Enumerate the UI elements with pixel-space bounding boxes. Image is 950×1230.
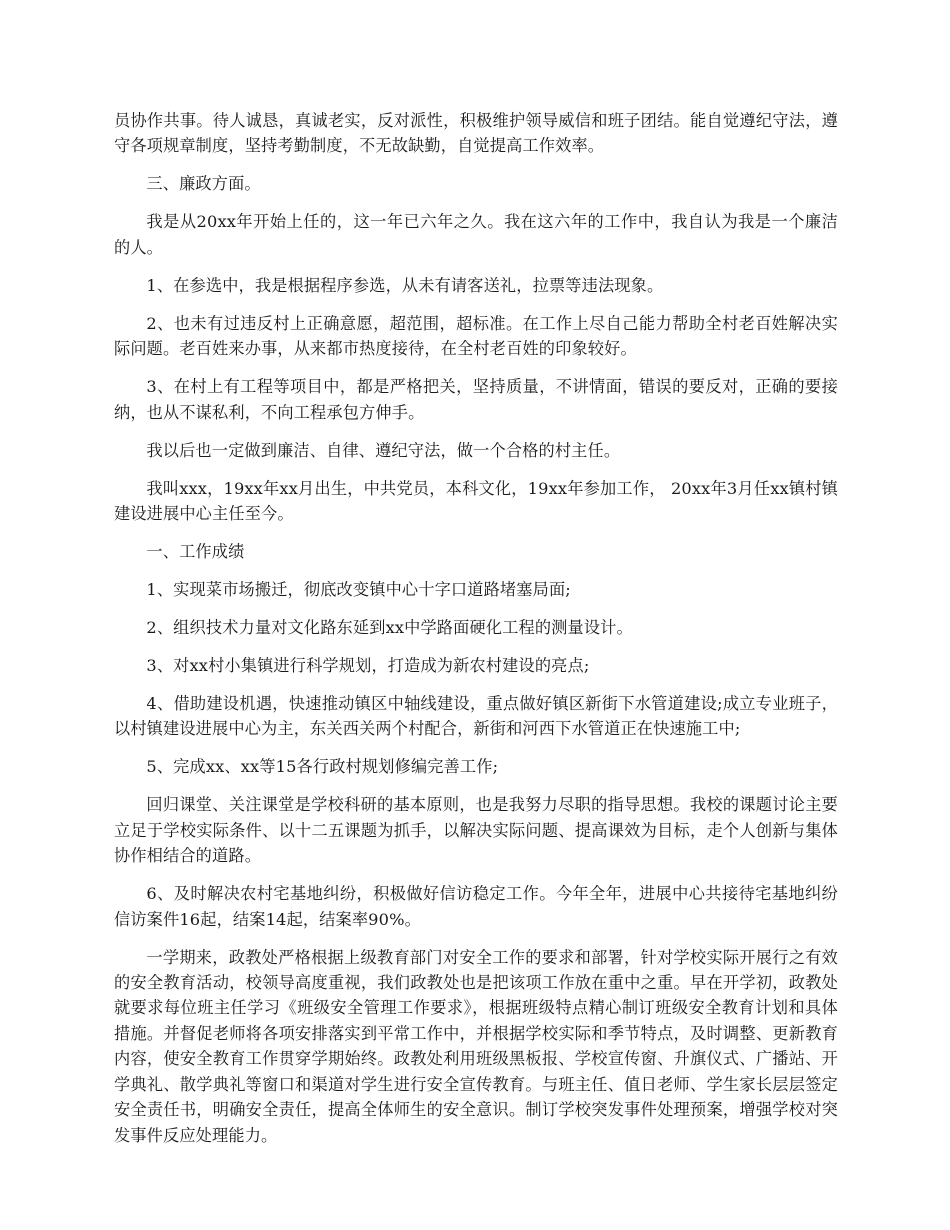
paragraph: 一学期来，政教处严格根据上级教育部门对安全工作的要求和部署，针对学校实际开展行之有效的安全教育活动，校领导高度重视，我们政教处也是把该项工作放在重中之重。早在开学初，政教处就要求每位班主任学习《班级安全管理工作要求》，根据班级特点精心制订班级安全教育计划和具体措施。并督促老师将各项安排落实到平常工作中，并根据学校实际和季节特点，及时调整、更新教育内容，使安全教育工作贯穿学期始终。政教处利用班级黑板报、学校宣传窗、升旗仪式、广播站、开学典礼、散学典礼等窗口和渠道对学生进行安全宣传教育。与班主任、值日老师、学生家长层层签定安全责任书，明确安全责任，提高全体师生的安全意识。制订学校突发事件处理预案，增强学校对突发事件反应处理能力。: [114, 947, 838, 1145]
paragraph: 我叫xxx，19xx年xx月出生，中共党员，本科文化，19xx年参加工作， 20xx年3月任xx镇村镇建设进展中心主任至今。: [114, 478, 838, 524]
list-item: 2、也未有过违反村上正确意愿，超范围，超标准。在工作上尽自己能力帮助全村老百姓解决实际问题。老百姓来办事，从来都市热度接待，在全村老百姓的印象较好。: [114, 313, 838, 359]
list-item: 3、对xx村小集镇进行科学规划，打造成为新农村建设的亮点;: [146, 656, 590, 676]
paragraph-continuation: 员协作共事。待人诚恳，真诚老实，反对派性，积极维护领导威信和班子团结。能自觉遵纪守法，遵守各项规章制度，坚持考勤制度，不无故缺勤，自觉提高工作效率。: [114, 111, 838, 156]
document-body: [114, 108, 838, 1161]
list-item: 4、借助建设机遇，快速推动镇区中轴线建设，重点做好镇区新街下水管道建设;成立专业班子，以村镇建设进展中心为主，东关西关两个村配合，新街和河西下水管道正在快速施工中;: [114, 694, 838, 739]
section-heading-integrity: 三、廉政方面。: [146, 174, 261, 194]
paragraph: 我以后也一定做到廉洁、自律、遵纪守法，做一个合格的村主任。: [146, 440, 621, 460]
list-item: 2、组织技术力量对文化路东延到xx中学路面硬化工程的测量设计。: [146, 618, 633, 638]
list-item: 3、在村上有工程等项目中，都是严格把关，坚持质量，不讲情面，错误的要反对，正确的要接纳，也从不谋私利，不向工程承包方伸手。: [114, 377, 838, 422]
section-heading-achievements: 一、工作成绩: [146, 542, 245, 562]
paragraph: 回归课堂、关注课堂是学校科研的基本原则，也是我努力尽职的指导思想。我校的课题讨论主要立足于学校实际条件、以十二五课题为抓手，以解决实际问题、提高课效为目标，走个人创新与集体协作相结合的道路。: [114, 795, 838, 866]
list-item: 1、在参选中，我是根据程序参选，从未有请客送礼，拉票等违法现象。: [146, 275, 664, 295]
list-item: 6、及时解决农村宅基地纠纷，积极做好信访稳定工作。今年全年，进展中心共接待宅基地纠纷信访案件16起，结案14起，结案率90%。: [114, 884, 838, 929]
paragraph: 我是从20xx年开始上任的，这一年已六年之久。我在这六年的工作中，我自认为我是一个廉洁的人。: [114, 212, 838, 257]
list-item: 1、实现菜市场搬迁，彻底改变镇中心十字口道路堵塞局面;: [146, 580, 571, 600]
list-item: 5、完成xx、xx等15各行政村规划修编完善工作;: [146, 757, 499, 777]
